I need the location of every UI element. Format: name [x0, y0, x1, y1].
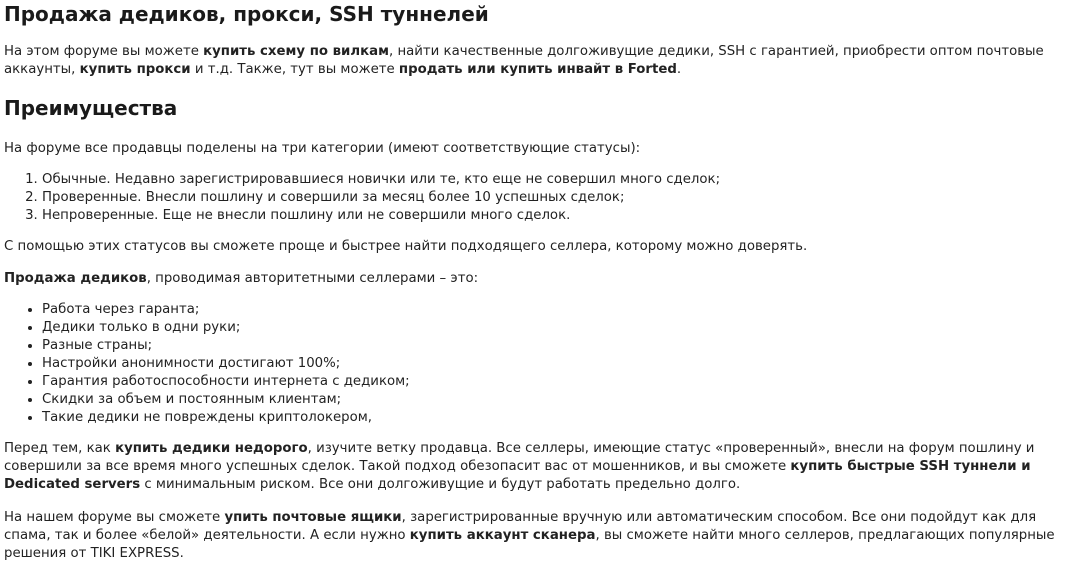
categories-list [4, 171, 1071, 225]
mail-text-2: , зарегистрированные вручную или автоматическим способом. Все они подойдут как для спама, так и более «белой» деятельности. А если нужно [4, 510, 1037, 543]
buy-text-2: , изучите ветку продавца. Все селлеры, имеющие статус «проверенный», внесли на форум пошлину и совершили за все время много успешных сделок. Такой подход обезопасит вас от мошенников, и вы сможете [4, 441, 1035, 474]
list-item: • Дедики только в одни руки; [42, 319, 1071, 337]
buy-text-1: Перед тем, как [4, 441, 116, 456]
intro-link-shema[interactable]: купить схему по вилкам [203, 44, 389, 59]
mail-text-1: На нашем форуме вы сможете [4, 510, 225, 525]
mail-link-boxes[interactable]: упить почтовые ящики [224, 510, 402, 525]
list-item: • Скидки за объем и постоянным клиентам; [42, 391, 1071, 409]
intro-link-invite[interactable]: продать или купить инвайт в Forted [398, 62, 677, 77]
list-item: • Работа через гаранта; [42, 301, 1071, 319]
intro-text-3: и т.д. Также, тут вы можете [190, 62, 399, 77]
list-item: • Разные страны; [42, 337, 1071, 355]
buy-text-3: с минимальным риском. Все они долгоживущие и будут работать предельно долго. [140, 477, 741, 492]
dediki-text: , проводимая авторитетными селлерами – это: [146, 271, 479, 286]
buy-link-ssh[interactable]: купить быстрые SSH туннели и Dedicated servers [4, 459, 1031, 492]
list-item: 2. Проверенные. Внесли пошлину и совершили за месяц более 10 успешных сделок; [42, 189, 1071, 207]
list-item: • Настройки анонимности достигают 100%; [42, 355, 1071, 373]
mail-link-scanner[interactable]: купить аккаунт сканера [409, 528, 596, 543]
dediki-bold: Продажа дедиков [4, 271, 147, 286]
dediki-paragraph [4, 270, 1071, 288]
list-item: • Такие дедики не повреждены криптолокером, [42, 409, 1071, 427]
intro-link-proxy[interactable]: купить прокси [79, 62, 191, 77]
list-item: 3. Непроверенные. Еще не внесли пошлину или не совершили много сделок. [42, 207, 1071, 225]
intro-text-1: На этом форуме вы можете [4, 44, 204, 59]
intro-text-4: . [676, 62, 682, 77]
features-list [4, 301, 1071, 427]
page-title: Продажа дедиков, прокси, SSH туннелей [4, 2, 489, 26]
intro-paragraph [4, 43, 1071, 79]
buy-link-dediki[interactable]: купить дедики недорого [115, 441, 308, 456]
intro-text-2: , найти качественные долгоживущие дедики, SSH с гарантией, приобрести оптом почтовые аккаунты, [4, 44, 1044, 77]
list-item: 1. Обычные. Недавно зарегистрировавшиеся новички или те, кто еще не совершил много сделок; [42, 171, 1071, 189]
mail-paragraph [4, 509, 1071, 563]
statuses-paragraph: С помощью этих статусов вы сможете проще и быстрее найти подходящего селлера, которому можно доверять. [4, 239, 808, 254]
mail-text-3: , вы сможете найти много селлеров, предлагающих популярные решения от TIKI EXPRESS. [4, 528, 1055, 561]
categories-intro: На форуме все продавцы поделены на три категории (имеют соответствующие статусы): [4, 141, 641, 156]
section-heading-advantages: Преимущества [4, 96, 178, 120]
list-item: • Гарантия работоспособности интернета с дедиком; [42, 373, 1071, 391]
buy-paragraph [4, 440, 1071, 494]
